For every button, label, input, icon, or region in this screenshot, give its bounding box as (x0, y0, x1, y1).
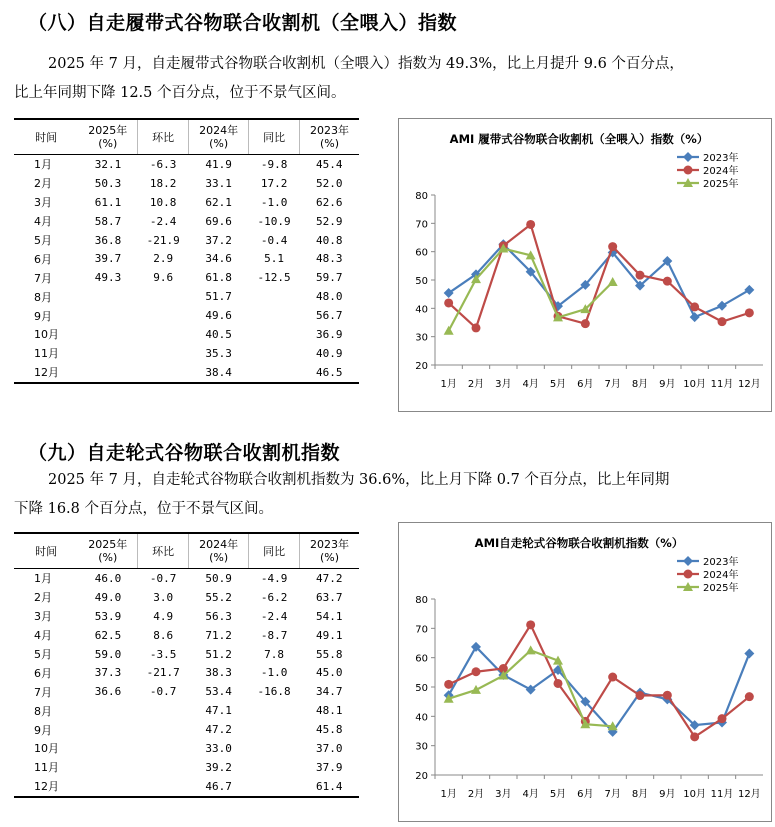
cell-yoy: 7.8 (264, 647, 285, 661)
cell-yoy (249, 363, 300, 383)
column-header-yoy: 同比 (249, 119, 300, 155)
x-tick-label: 6月 (577, 789, 594, 800)
cell-y2023: 48.3 (315, 252, 343, 266)
cell-month: 11月 (34, 347, 59, 361)
cell-mom: -2.4 (149, 214, 177, 228)
data-point (526, 220, 535, 229)
cell-y2024: 56.3 (205, 609, 232, 623)
table-row (14, 682, 359, 701)
column-header-mom: 环比 (138, 119, 189, 155)
cell-month: 12月 (14, 777, 78, 797)
series-2023 (444, 239, 755, 322)
summary-line-2: 下降 16.8 个百分点，位于不景气区间。 (14, 501, 274, 517)
cell-mom (138, 720, 189, 739)
table-header-row (14, 119, 359, 155)
cell-y2023: 63.7 (315, 590, 343, 604)
cell-y2023: 59.7 (315, 271, 343, 285)
cell-yoy: 5.1 (264, 252, 285, 266)
table-row (14, 645, 359, 664)
data-point (444, 298, 453, 307)
y-tick-label: 60 (415, 653, 428, 665)
data-point (636, 691, 645, 700)
cell-month: 12月 (14, 363, 78, 383)
cell-y2025 (78, 758, 137, 777)
cell-month: 9月 (34, 723, 52, 737)
cell-y2024: 33.0 (205, 741, 232, 755)
cell-mom: -3.5 (149, 647, 177, 661)
table-row (14, 193, 359, 212)
cell-y2024: 49.6 (205, 309, 232, 323)
cell-y2025: 39.7 (94, 252, 122, 266)
cell-y2023: 52.9 (315, 214, 343, 228)
legend-label: 2024年 (703, 570, 739, 581)
cell-y2024: 39.2 (205, 760, 232, 774)
cell-mom (138, 777, 189, 797)
table-row (14, 155, 359, 174)
y-tick-label: 60 (415, 247, 428, 259)
cell-y2023: 36.9 (315, 327, 343, 341)
column-header-y2025: 2025年 (%) (78, 533, 137, 569)
x-tick-label: 10月 (683, 789, 707, 800)
index-line-chart (398, 118, 772, 412)
cell-mom: -0.7 (149, 571, 177, 585)
legend-label: 2023年 (703, 557, 739, 568)
cell-month: 1月 (34, 572, 52, 586)
data-point (608, 673, 617, 682)
cell-y2024: 33.1 (205, 176, 232, 190)
table-row (14, 777, 359, 797)
cell-y2024: 46.7 (189, 777, 249, 797)
cell-mom: -21.7 (146, 666, 180, 680)
column-header-month: 时间 (14, 119, 78, 155)
data-point (526, 645, 536, 654)
cell-y2025 (78, 363, 137, 383)
table-row (14, 249, 359, 268)
table-row (14, 363, 359, 383)
summary-line-2: 比上年同期下降 12.5 个百分点，位于不景气区间。 (14, 85, 346, 101)
x-tick-label: 8月 (631, 789, 649, 800)
cell-mom (138, 287, 189, 306)
data-point (663, 277, 672, 286)
cell-mom (138, 739, 189, 758)
cell-mom: 2.9 (153, 252, 174, 266)
y-tick-label: 30 (415, 741, 428, 753)
legend-label: 2023年 (703, 153, 739, 164)
cell-yoy (249, 777, 300, 797)
cell-yoy (249, 701, 300, 720)
x-tick-label: 6月 (577, 379, 594, 390)
section-heading: （九）自走轮式谷物联合收割机指数 (28, 442, 341, 464)
x-tick-label: 12月 (737, 789, 761, 800)
table-row (14, 306, 359, 325)
cell-yoy: -12.5 (257, 271, 291, 285)
cell-y2024: 53.4 (205, 685, 232, 699)
cell-month: 9月 (34, 309, 52, 323)
cell-y2024: 62.1 (205, 195, 232, 209)
cell-y2024: 51.2 (205, 647, 232, 661)
cell-month: 4月 (34, 629, 52, 643)
cell-y2025 (78, 344, 137, 363)
cell-y2025 (78, 325, 137, 344)
cell-mom: 8.6 (153, 628, 174, 642)
table-row (14, 739, 359, 758)
cell-y2025: 36.6 (94, 685, 122, 699)
y-tick-label: 70 (415, 219, 428, 231)
cell-month: 7月 (34, 271, 52, 285)
cell-y2024: 61.8 (205, 271, 232, 285)
cell-month: 11月 (34, 761, 59, 775)
x-tick-label: 11月 (710, 379, 734, 390)
data-point (471, 685, 481, 694)
cell-mom (138, 758, 189, 777)
legend-label: 2025年 (703, 583, 739, 594)
cell-y2023: 46.5 (299, 363, 359, 383)
cell-yoy: -0.4 (260, 233, 288, 247)
x-tick-label: 4月 (522, 379, 539, 390)
data-point (608, 242, 617, 251)
y-tick-label: 70 (415, 624, 428, 636)
cell-y2023: 54.1 (315, 609, 343, 623)
summary-paragraph (14, 50, 774, 108)
cell-mom: -0.7 (149, 685, 177, 699)
cell-month: 4月 (34, 215, 52, 229)
cell-y2025: 59.0 (94, 647, 122, 661)
legend-marker (683, 556, 693, 566)
cell-y2023: 52.0 (315, 176, 343, 190)
cell-y2025: 49.3 (94, 271, 122, 285)
data-point (663, 691, 672, 700)
cell-y2025: 37.3 (94, 666, 122, 680)
y-tick-label: 40 (415, 304, 428, 316)
cell-month: 2月 (34, 177, 52, 191)
cell-mom (138, 363, 189, 383)
data-point (444, 680, 453, 689)
cell-yoy: 17.2 (260, 176, 288, 190)
cell-y2025: 32.1 (94, 157, 122, 171)
y-tick-label: 50 (415, 276, 428, 287)
data-point (690, 312, 700, 322)
table-row (14, 231, 359, 250)
cell-yoy: -1.0 (260, 666, 288, 680)
cell-yoy (249, 306, 300, 325)
data-point (744, 649, 754, 659)
column-header-month: 时间 (14, 533, 78, 569)
legend-marker (683, 152, 693, 162)
x-tick-label: 12月 (737, 379, 761, 390)
cell-y2023: 40.8 (315, 233, 343, 247)
chart-svg (399, 119, 771, 411)
cell-y2023: 61.4 (299, 777, 359, 797)
table-row (14, 607, 359, 626)
x-tick-label: 8月 (631, 379, 649, 390)
table-row (14, 588, 359, 607)
data-point (581, 319, 590, 328)
cell-y2024: 51.7 (205, 290, 232, 304)
cell-month: 6月 (34, 252, 52, 266)
y-tick-label: 20 (415, 361, 428, 372)
cell-month: 10月 (34, 328, 59, 342)
table-row (14, 758, 359, 777)
cell-y2024: 50.9 (205, 571, 232, 585)
y-tick-label: 80 (415, 595, 428, 606)
cell-y2023: 48.1 (315, 704, 343, 718)
cell-y2024: 35.3 (205, 346, 232, 360)
cell-y2025: 36.8 (94, 233, 122, 247)
column-header-y2024: 2024年 (%) (189, 533, 249, 569)
data-point (526, 620, 535, 629)
cell-y2024: 34.6 (205, 252, 232, 266)
x-tick-label: 11月 (710, 789, 734, 800)
y-tick-label: 50 (415, 683, 428, 694)
cell-y2024: 69.6 (205, 214, 232, 228)
x-tick-label: 3月 (495, 379, 512, 390)
cell-mom (138, 344, 189, 363)
cell-y2024: 40.5 (205, 327, 232, 341)
cell-y2025 (78, 306, 137, 325)
cell-month: 6月 (34, 666, 52, 680)
cell-y2023: 45.8 (315, 723, 343, 737)
column-header-yoy: 同比 (249, 533, 300, 569)
cell-y2025 (78, 287, 137, 306)
cell-y2024: 47.2 (205, 723, 232, 737)
x-tick-label: 1月 (440, 789, 457, 800)
x-tick-label: 1月 (440, 379, 457, 390)
table-row (14, 344, 359, 363)
cell-yoy: -6.2 (260, 590, 288, 604)
data-point (717, 301, 727, 311)
column-header-y2024: 2024年 (%) (189, 119, 249, 155)
column-header-y2023: 2023年 (%) (299, 119, 359, 155)
series-2023 (444, 642, 755, 737)
summary-paragraph (14, 466, 774, 524)
chart-title: AMI 履带式谷物联合收割机（全喂入）指数（%） (449, 132, 709, 146)
cell-y2025 (78, 701, 137, 720)
data-point (472, 667, 481, 676)
cell-month: 8月 (34, 704, 52, 718)
y-tick-label: 30 (415, 332, 428, 344)
data-point (718, 714, 727, 723)
x-tick-label: 2月 (467, 789, 485, 800)
data-point (636, 271, 645, 280)
data-point (744, 285, 754, 295)
table-row (14, 174, 359, 193)
column-header-y2023: 2023年 (%) (299, 533, 359, 569)
data-point (608, 277, 618, 286)
index-table (14, 118, 359, 384)
data-point (745, 692, 754, 701)
data-point (554, 679, 563, 688)
cell-month: 3月 (34, 196, 52, 210)
cell-mom: 18.2 (149, 176, 177, 190)
cell-y2024: 71.2 (205, 628, 232, 642)
table-row (14, 325, 359, 344)
cell-y2025 (78, 720, 137, 739)
legend-label: 2024年 (703, 166, 739, 177)
column-header-mom: 环比 (138, 533, 189, 569)
column-header-y2025: 2025年 (%) (78, 119, 137, 155)
cell-y2025: 62.5 (94, 628, 122, 642)
table-row (14, 626, 359, 645)
cell-yoy: -8.7 (260, 628, 288, 642)
cell-month: 3月 (34, 610, 52, 624)
summary-line-1: 2025 年 7 月，自走履带式谷物联合收割机（全喂入）指数为 49.3%，比上月提升 9.6 个百分点， (48, 56, 684, 72)
cell-y2024: 47.1 (205, 704, 232, 718)
cell-y2023: 47.2 (315, 571, 343, 585)
cell-y2024: 38.4 (189, 363, 249, 383)
cell-y2024: 55.2 (205, 590, 232, 604)
series-2024 (444, 220, 754, 332)
cell-y2025: 49.0 (94, 590, 122, 604)
cell-mom (138, 306, 189, 325)
data-point (472, 323, 481, 332)
cell-y2025: 61.1 (94, 195, 122, 209)
cell-y2024: 37.2 (205, 233, 232, 247)
legend-marker (684, 166, 693, 175)
cell-month: 5月 (34, 648, 52, 661)
y-tick-label: 20 (415, 771, 428, 782)
cell-month: 1月 (34, 158, 52, 172)
x-tick-label: 9月 (659, 789, 676, 800)
data-point (444, 326, 454, 335)
x-tick-label: 7月 (604, 379, 621, 390)
table-row (14, 701, 359, 720)
cell-mom: 4.9 (153, 609, 174, 623)
cell-mom (138, 701, 189, 720)
cell-y2023: 37.9 (315, 760, 343, 774)
data-point (718, 317, 727, 326)
cell-month: 8月 (34, 290, 52, 304)
cell-yoy (249, 739, 300, 758)
y-tick-label: 40 (415, 712, 428, 724)
table-row (14, 663, 359, 682)
cell-y2023: 40.9 (315, 346, 343, 360)
index-line-chart (398, 522, 772, 822)
cell-yoy: -9.8 (260, 157, 288, 171)
cell-y2023: 55.8 (315, 647, 343, 661)
cell-y2025: 50.3 (94, 176, 122, 190)
index-table (14, 532, 359, 798)
cell-month: 5月 (34, 234, 52, 247)
table-row (14, 720, 359, 739)
x-tick-label: 9月 (659, 379, 676, 390)
cell-mom: -21.9 (146, 233, 180, 247)
cell-mom: 9.6 (153, 271, 174, 285)
cell-y2024: 41.9 (205, 157, 232, 171)
cell-yoy: -4.9 (260, 571, 288, 585)
cell-yoy: -16.8 (257, 685, 291, 699)
cell-y2023: 45.4 (315, 157, 343, 171)
table-header-row (14, 533, 359, 569)
cell-yoy (249, 344, 300, 363)
cell-y2023: 45.0 (315, 666, 343, 680)
cell-y2023: 34.7 (315, 685, 343, 699)
legend-label: 2025年 (703, 179, 739, 190)
cell-mom: -6.3 (149, 157, 177, 171)
x-tick-label: 4月 (522, 789, 539, 800)
data-point (690, 302, 699, 311)
cell-y2025 (78, 739, 137, 758)
chart-svg (399, 523, 771, 821)
legend-marker (684, 570, 693, 579)
cell-yoy (249, 720, 300, 739)
cell-y2023: 62.6 (315, 195, 343, 209)
table-row (14, 287, 359, 306)
cell-mom (138, 325, 189, 344)
cell-yoy (249, 287, 300, 306)
section-heading: （八）自走履带式谷物联合收割机（全喂入）指数 (28, 12, 458, 34)
cell-month: 10月 (34, 742, 59, 756)
data-point (690, 732, 699, 741)
cell-y2025: 46.0 (94, 571, 122, 585)
cell-yoy: -1.0 (260, 195, 288, 209)
cell-mom: 10.8 (149, 195, 177, 209)
cell-mom: 3.0 (153, 590, 174, 604)
summary-line-1: 2025 年 7 月，自走轮式谷物联合收割机指数为 36.6%，比上月下降 0.7 个百分点，比上年同期 (48, 472, 670, 488)
cell-y2024: 38.3 (205, 666, 232, 680)
x-tick-label: 10月 (683, 379, 707, 390)
chart-title: AMI自走轮式谷物联合收割机指数（%） (474, 536, 684, 550)
cell-yoy: -10.9 (257, 214, 291, 228)
cell-yoy (249, 325, 300, 344)
cell-month: 2月 (34, 591, 52, 605)
x-tick-label: 2月 (467, 379, 485, 390)
x-tick-label: 5月 (549, 789, 567, 800)
series-line (449, 647, 750, 732)
cell-yoy (249, 758, 300, 777)
table-row (14, 569, 359, 588)
cell-y2025: 58.7 (94, 214, 122, 228)
table-row (14, 212, 359, 231)
cell-y2023: 56.7 (315, 309, 343, 323)
data-point (745, 308, 754, 317)
series-line (449, 224, 750, 327)
cell-y2023: 49.1 (315, 628, 343, 642)
cell-yoy: -2.4 (260, 609, 288, 623)
series-line (449, 244, 750, 317)
y-tick-label: 80 (415, 191, 428, 202)
x-tick-label: 5月 (549, 379, 567, 390)
cell-y2025 (78, 777, 137, 797)
cell-y2023: 37.0 (315, 741, 343, 755)
cell-y2025: 53.9 (94, 609, 122, 623)
x-tick-label: 7月 (604, 789, 621, 800)
table-row (14, 268, 359, 287)
x-tick-label: 3月 (495, 789, 512, 800)
cell-month: 7月 (34, 685, 52, 699)
cell-y2023: 48.0 (315, 290, 343, 304)
